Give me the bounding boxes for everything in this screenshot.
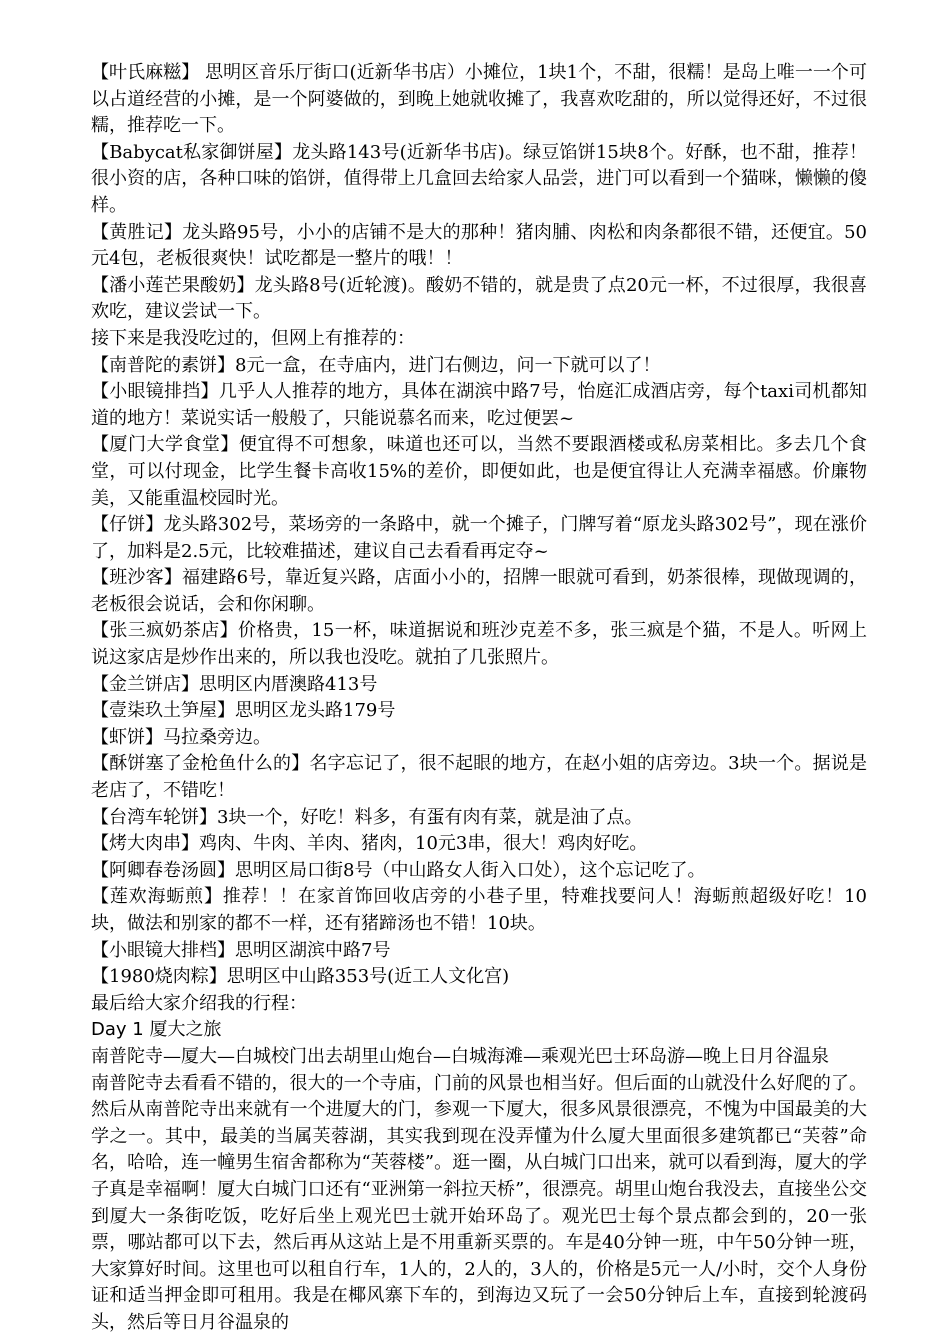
paragraph-taiwan-chelunbing: 【台湾车轮饼】3块一个，好吃！料多，有蛋有肉有菜，就是油了点。 <box>91 806 643 828</box>
paragraph-yiqijiu-tusunwu: 【壹柒玖土笋屋】思明区龙头路179号 <box>91 700 396 722</box>
paragraph-aqing-chunjuan: 【阿卿春卷汤圆】思明区局口街8号（中山路女人街入口处），这个忘记吃了。 <box>91 859 706 881</box>
paragraph-xiada-shitang: 【厦门大学食堂】便宜得不可想象，味道也还可以，当然不要跟酒楼或私房菜相比。多去几个食堂，可以付现金，比学生餐卡高收15%的差价，即便如此，也是便宜得让人充满幸福感。价廉物美，又能重温校园时光。 <box>91 434 867 509</box>
paragraph-jinlan-bingdian: 【金兰饼店】思明区内厝澳路413号 <box>91 673 378 695</box>
paragraph-itinerary-intro: 最后给大家介绍我的行程： <box>91 992 307 1014</box>
paragraph-huangshengji: 【黄胜记】龙头路95号，小小的店铺不是大的那种！猪肉脯、肉松和肉条都很不错，还便宜。50元4包，老板很爽快！试吃都是一整片的哦！！ <box>91 221 867 270</box>
paragraph-lianhuan-hailijian: 【莲欢海蛎煎】推荐！！在家首饰回收店旁的小巷子里，特难找要问人！海蛎煎超级好吃！10块，做法和别家的都不一样，还有猪蹄汤也不错！10块。 <box>91 886 867 934</box>
paragraph-xiaoyanjing-paidang: 【小眼镜排挡】几乎人人推荐的地方，具体在湖滨中路7号，怡庭汇成酒店旁，每个taxi司机都知道的地方！菜说实话一般般了，只能说慕名而来，吃过便罢~ <box>91 381 867 429</box>
day-1-heading: Day 1 厦大之旅 <box>91 1019 222 1041</box>
document-page <box>91 60 867 1337</box>
paragraph-zaibing: 【仔饼】龙头路302号，菜场旁的一条路中，就一个摊子，门牌写着“原龙头路302号”，现在涨价了，加料是2.5元，比较难描述，建议自己去看看再定夺~ <box>91 514 867 562</box>
paragraph-1980-shaorouzong: 【1980烧肉粽】思明区中山路353号(近工人文化宫) <box>91 966 510 988</box>
paragraph-xiabing: 【虾饼】马拉桑旁边。 <box>91 726 271 748</box>
paragraph-zhangsanfeng: 【张三疯奶茶店】价格贵，15一杯，味道据说和班沙克差不多，张三疯是个猫，不是人。听网上说这家店是炒作出来的，所以我也没吃。就拍了几张照片。 <box>91 620 867 669</box>
paragraph-xiaoyanjing-dapaidang: 【小眼镜大排档】思明区湖滨中路7号 <box>91 939 391 961</box>
paragraph-intro-recommended: 接下来是我没吃过的，但网上有推荐的： <box>91 327 415 349</box>
paragraph-day1-route: 南普陀寺—厦大—白城校门出去胡里山炮台—白城海滩—乘观光巴士环岛游—晚上日月谷温泉 <box>91 1045 829 1067</box>
paragraph-yeshi-maci: 【叶氏麻糍】 思明区音乐厅街口(近新华书店）小摊位，1块1个，不甜，很糯！是岛上唯一一个可以占道经营的小摊，是一个阿婆做的，到晚上她就收摊了，我喜欢吃甜的，所以觉得还好，不过很糯，推荐吃一下。 <box>91 62 867 137</box>
paragraph-kao-darouchuan: 【烤大肉串】鸡肉、牛肉、羊肉、猪肉，10元3串，很大！鸡肉好吃。 <box>91 833 648 855</box>
paragraph-banshake: 【班沙客】福建路6号，靠近复兴路，店面小小的，招牌一眼就可看到，奶茶很棒，现做现调的，老板很会说话，会和你闲聊。 <box>91 567 867 615</box>
paragraph-nanputuo-subing: 【南普陀的素饼】8元一盒，在寺庙内，进门右侧边，问一下就可以了！ <box>91 354 661 376</box>
paragraph-day1-description: 南普陀寺去看看不错的，很大的一个寺庙，门前的风景也相当好。但后面的山就没什么好爬的了。然后从南普陀寺出来就有一个进厦大的门，参观一下厦大，很多风景很漂亮，不愧为中国最美的大学之一。其中，最美的当属芙蓉湖，其实我到现在没弄懂为什么厦大里面很多建筑都已“芙蓉”命名，哈哈，连一幢男生宿舍都称为“芙蓉楼”。逛一圈，从白城门口出来，就可以看到海，厦大的学子真是幸福啊！厦大白城门口还有“亚洲第一斜拉天桥”，很漂亮。胡里山炮台我没去，直接坐公交到厦大一条街吃饭，吃好后坐上观光巴士就开始环岛了。观光巴士每个景点都会到的，20一张票，哪站都可以下去，然后再从这站上是不用重新买票的。车是40分钟一班，中午50分钟一班，大家算好时间。这里也可以租自行车，1人的，2人的，3人的，价格是5元一人/小时，交个人身份证和适当押金即可租用。我是在椰风寨下车的，到海边又玩了一会50分钟后上车，直接到轮渡码头，然后等日月谷温泉的 <box>91 1072 867 1333</box>
paragraph-panxiaolian: 【潘小莲芒果酸奶】龙头路8号(近轮渡)。酸奶不错的，就是贵了点20元一杯，不过很厚，我很喜欢吃，建议尝试一下。 <box>91 274 867 323</box>
paragraph-babycat: 【Babycat私家御饼屋】龙头路143号(近新华书店)。绿豆馅饼15块8个。好酥，也不甜，推荐！很小资的店，各种口味的馅饼，值得带上几盒回去给家人品尝，进门可以看到一个猫咪，懒懒的傻样。 <box>91 141 867 216</box>
paragraph-subing-jinqiangyu: 【酥饼塞了金枪鱼什么的】名字忘记了，很不起眼的地方，在赵小姐的店旁边。3块一个。据说是老店了，不错吃！ <box>91 753 867 802</box>
